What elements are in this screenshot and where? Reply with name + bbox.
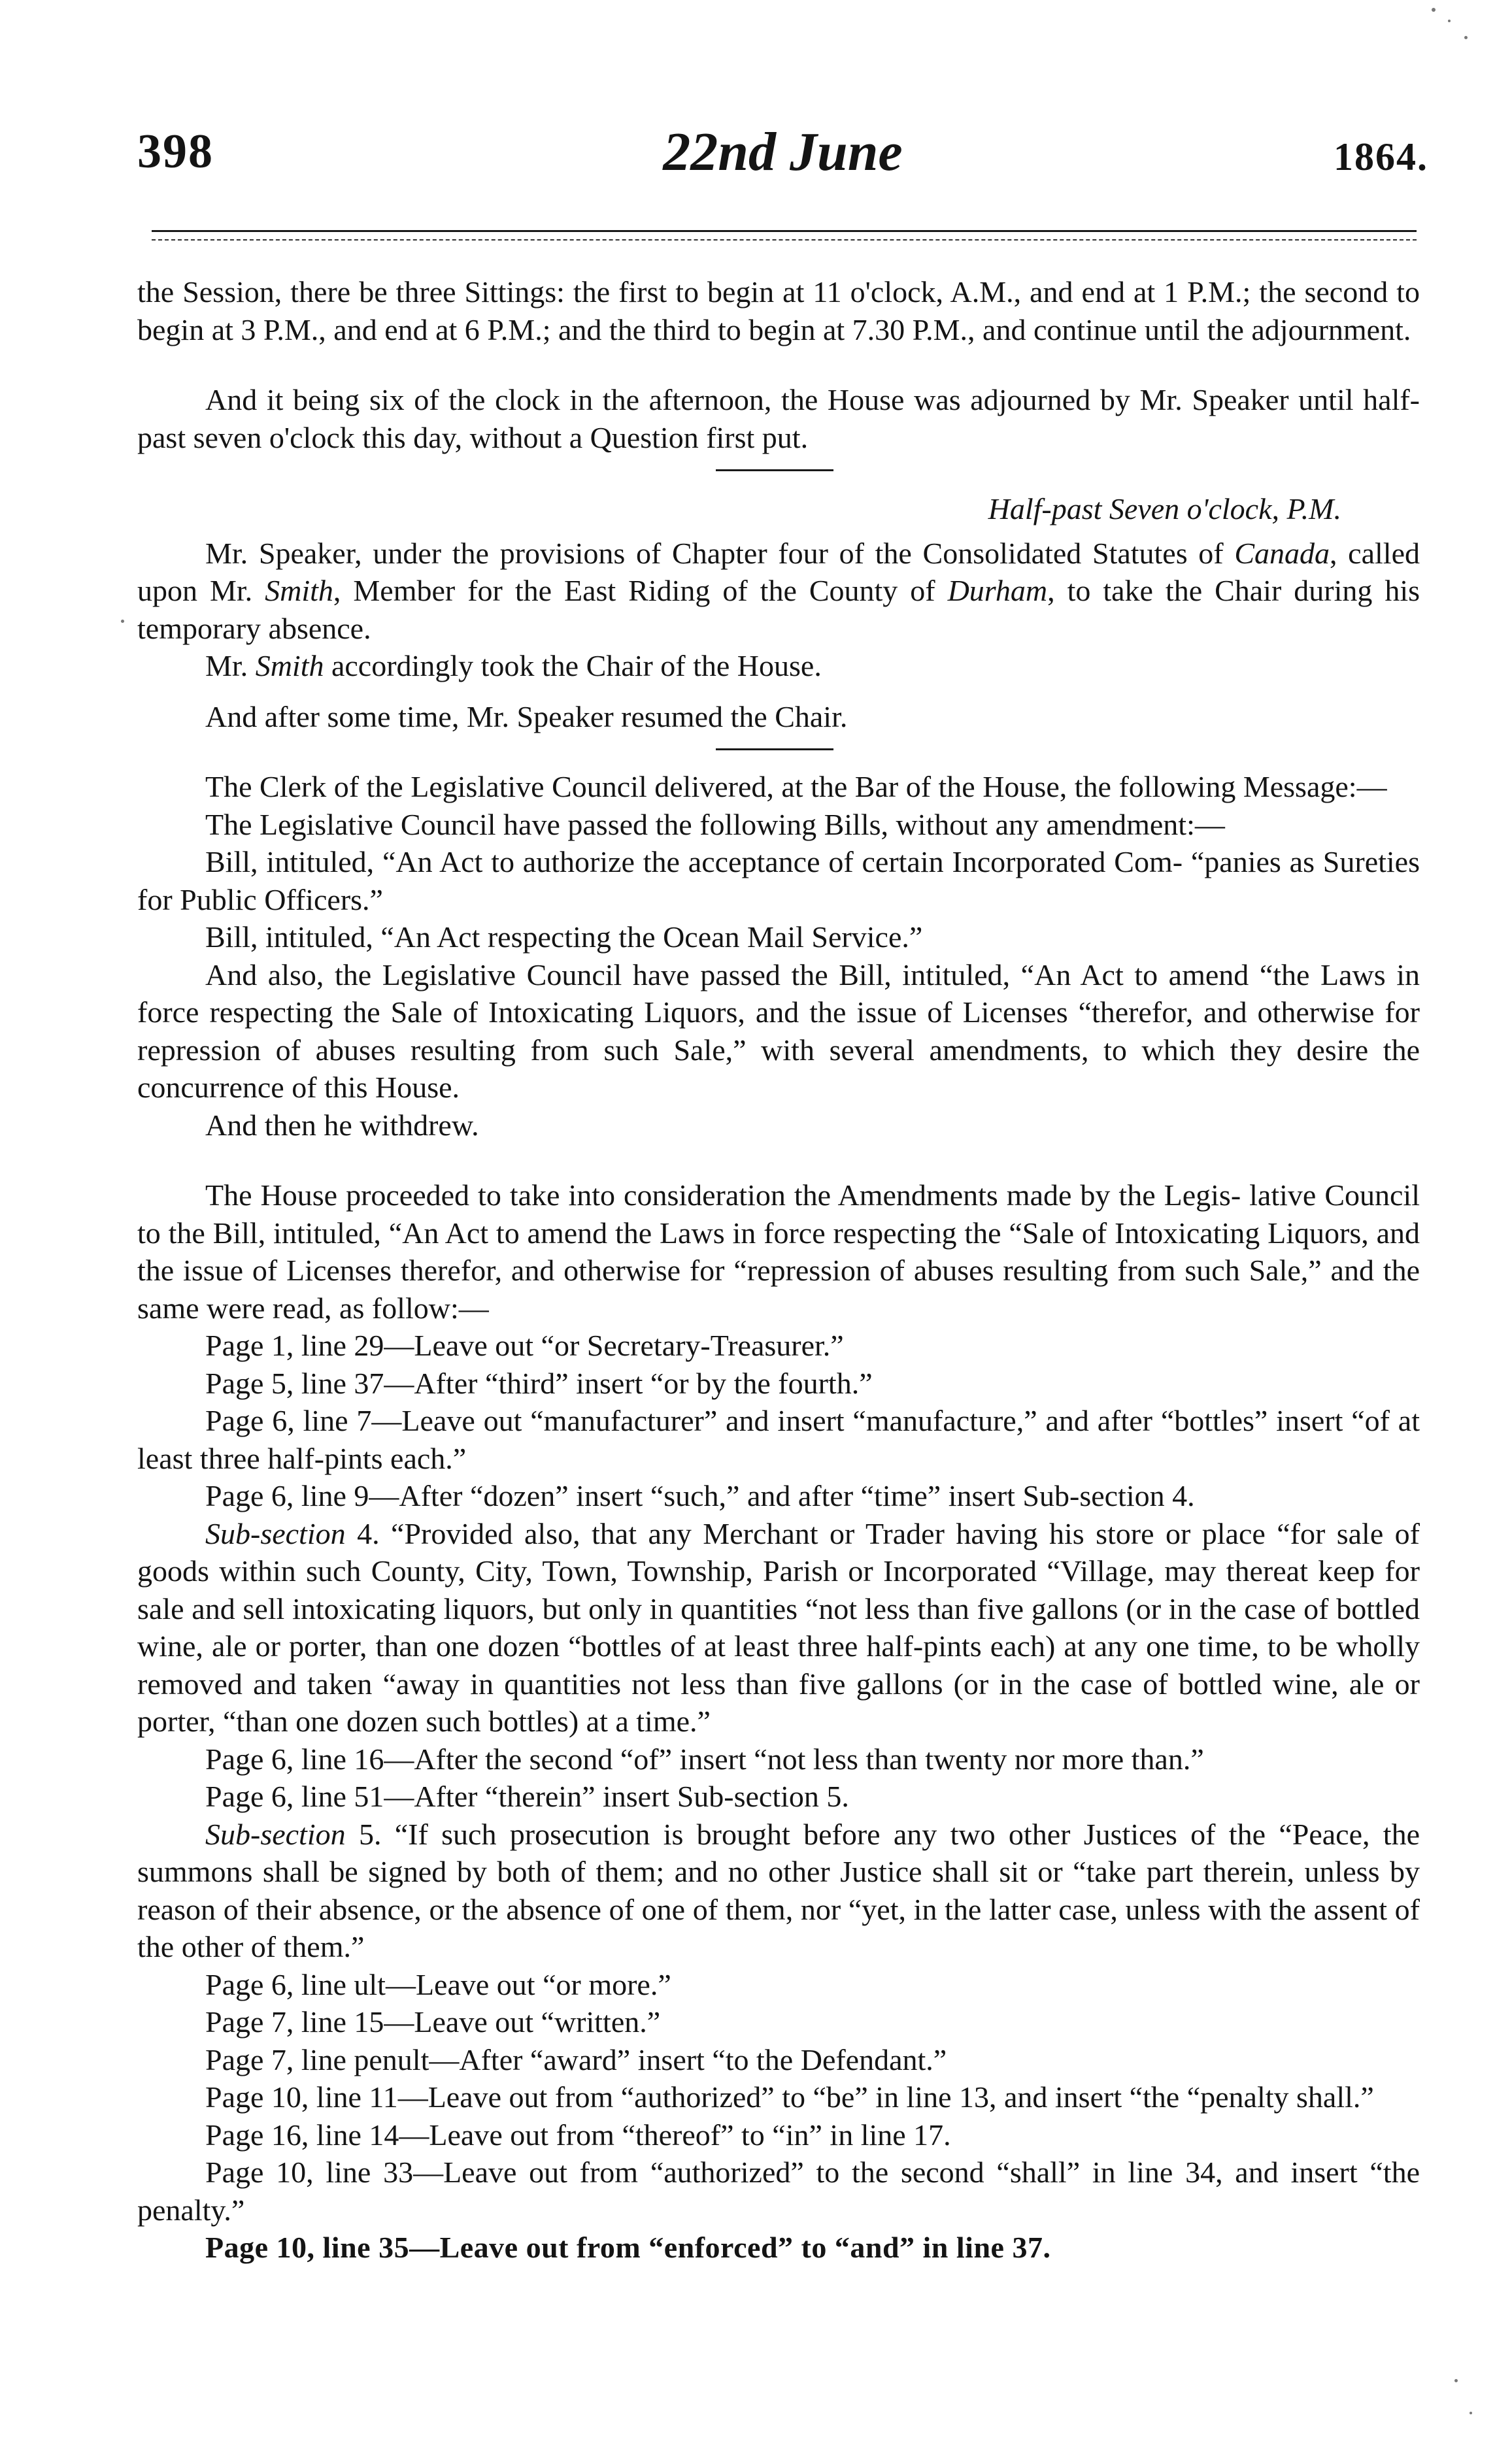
text-run: Mr. Speaker, under the provisions of Chapter four of the Consolidated Statutes of [205,536,1235,570]
amendment-item: Page 6, line 9—After “dozen” insert “such,” and after “time” insert Sub-section 4. [205,1479,1195,1512]
header-rule-dashed [152,239,1417,241]
subsection-4 [137,1515,1420,1740]
italic-smith: Smith [255,649,324,682]
amendment-item: Page 5, line 37—After “third” insert “or by the fourth.” [205,1366,873,1400]
text-run: , to take the Chair during his temporary absence. [137,574,1420,645]
amendment-item: Page 6, line 51—After “therein” insert Sub-section 5. [205,1780,849,1813]
amendment-item: Page 6, line 7—Leave out “manufacturer” and insert “manufacture,” and after “bottles” insert “of at least three half-pints each.” [137,1404,1420,1475]
paragraph-bill-mail: Bill, intituled, “An Act respecting the Ocean Mail Service.” [205,920,923,954]
amendment-item: Page 10, line 33—Leave out from “authorized” to the second “shall” in line 34, and insert “the penalty.” [137,2156,1420,2227]
section-separator [137,735,1420,761]
text-run: accordingly took the Chair of the House. [324,649,822,682]
ink-speck [1432,8,1436,12]
section-separator [137,456,1420,482]
running-year: 1864. [1334,135,1428,178]
ink-speck [121,620,124,623]
time-heading: Half-past Seven o'clock, P.M. [988,492,1341,525]
amendment-item: Page 7, line 15—Leave out “written.” [205,2005,661,2039]
ink-speck [1448,20,1451,22]
text-run: , called upon Mr. [137,536,1420,607]
text-run: Mr. [205,649,256,682]
italic-smith: Smith [265,574,333,607]
separator-rule [716,748,833,750]
subsection-5 [137,1816,1420,1966]
amendment-item: Page 16, line 14—Leave out from “thereof” to “in” in line 17. [205,2118,951,2152]
italic-durham: Durham [947,574,1048,607]
subsection-label: Sub-section [205,1516,346,1550]
journal-body [137,273,1420,2267]
paragraph-bill-liquors: And also, the Legislative Council have passed the Bill, intituled, “An Act to amend “the Laws in force respecting the Sale of Intoxicating Liquors, and the issue of Licenses “therefor, and otherwise for repression of abuses resulting from such Sale,” with several amendments, to which they desire the concurrence of this House. [137,957,1420,1104]
paragraph-bill-sureties: Bill, intituled, “An Act to authorize the acceptance of certain Incorporated Com- “panies as Sureties for Public Officers.” [137,845,1420,916]
running-date: 22nd June [663,122,903,182]
ink-speck [1464,36,1468,39]
subsection-text: 4. “Provided also, that any Merchant or Trader having his store or place “for sale of goods within such County, City, Town, Township, Parish or Incorporated “Village, may thereat keep for sale and sell intoxicating liquors, but only in quantities “not less than five gallons (or in the case of bottled wine, ale or porter, than one dozen “bottles of at least three half-pints each) at any one time, to be wholly removed and taken “away in quantities not less than five gallons (or in the case of bottled wine, ale or porter, “than one dozen such bottles) at a time.” [137,1516,1420,1738]
amendment-item: Page 1, line 29—Leave out “or Secretary-Treasurer.” [205,1329,844,1362]
separator-rule [716,469,833,471]
page-header [137,124,1428,196]
italic-canada: Canada [1234,536,1330,570]
paragraph-adjournment: And it being six of the clock in the afternoon, the House was adjourned by Mr. Speaker until half-past seven o'clock this day, without a Question first put. [137,383,1420,454]
paragraph-bills-passed: The Legislative Council have passed the following Bills, without any amendment:— [205,807,1225,841]
amendment-item: Page 6, line ult—Leave out “or more.” [205,1967,671,2001]
ink-speck [1454,2379,1458,2382]
amendment-item: Page 10, line 35—Leave out from “enforced” to “and” in line 37. [205,2231,1051,2264]
text-run: , Member for the East Riding of the County of [333,574,948,607]
paragraph-speaker-resumed: And after some time, Mr. Speaker resumed the Chair. [205,699,848,733]
page-number: 398 [137,125,214,178]
paragraph-withdrew: And then he withdrew. [205,1108,479,1142]
paragraph-speaker-absence [137,535,1420,648]
paragraph-smith-chair [137,647,1420,685]
ink-speck [1470,2412,1472,2414]
amendment-item: Page 6, line 16—After the second “of” insert “not less than twenty nor more than.” [205,1742,1204,1776]
subsection-text: 5. “If such prosecution is brought before any two other Justices of the “Peace, the summons shall be signed by both of them; and no other Justice shall sit or “take part therein, unless by reason of their absence, or the absence of one of them, nor “yet, in the latter case, unless with the assent of the other of them.” [137,1817,1420,1963]
header-rule [152,230,1417,232]
amendment-item: Page 7, line penult—After “award” insert “to the Defendant.” [205,2042,947,2076]
amendment-item: Page 10, line 11—Leave out from “authorized” to “be” in line 13, and insert “the “penalty shall.” [205,2080,1374,2114]
subsection-label: Sub-section [205,1817,346,1851]
paragraph-clerk-message: The Clerk of the Legislative Council delivered, at the Bar of the House, the following Message:— [205,770,1387,803]
paragraph-sittings: the Session, there be three Sittings: the first to begin at 11 o'clock, A.M., and end at 1 P.M.; the second to begin at 3 P.M., and end at 6 P.M.; and the third to begin at 7.30 P.M., and continue until the adjournment. [137,275,1420,346]
paragraph-amendments-intro: The House proceeded to take into consideration the Amendments made by the Legis- lative Council to the Bill, intituled, “An Act to amend the Laws in force respecting the “Sale of Intoxicating Liquors, and the issue of Licenses therefor, and otherwise for “repression of abuses resulting from such Sale,” and the same were read, as follow:— [137,1178,1420,1325]
